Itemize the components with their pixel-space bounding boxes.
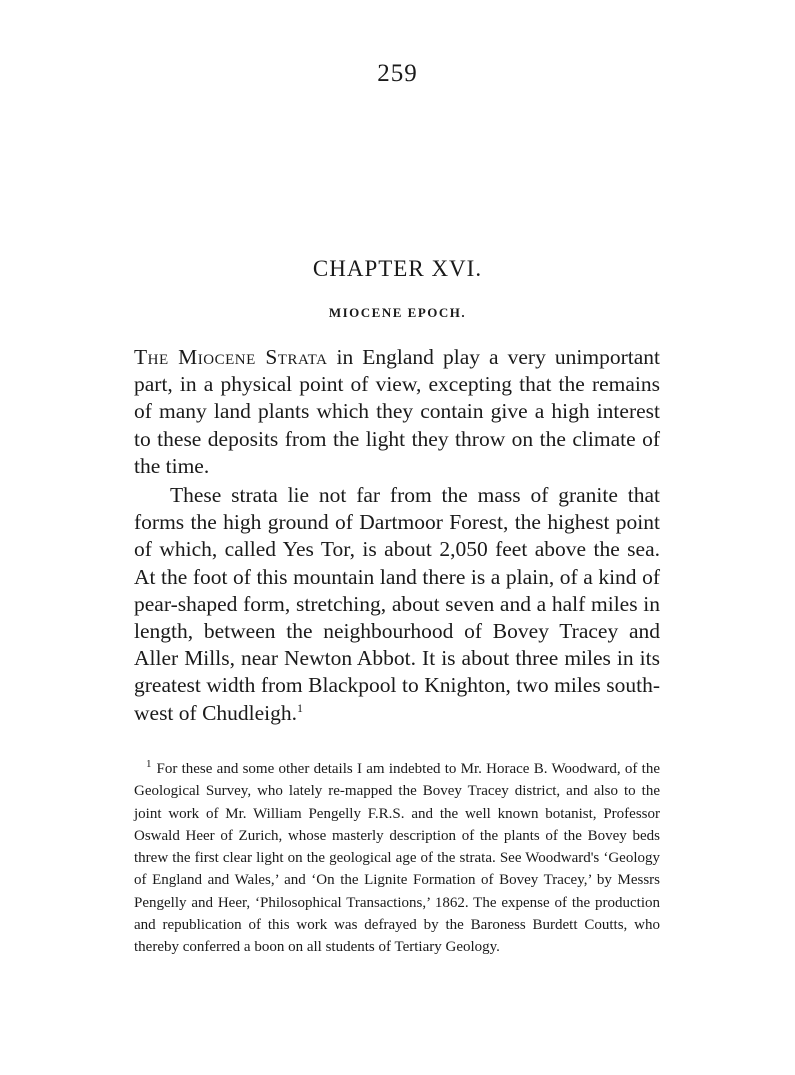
footnote-text: For these and some other details I am indebted to Mr. Horace B. Woodward, of the Geological Survey, who lately re-mapped the Bovey Tracey district, and also to the joint work of Mr. William Pengelly F.R.S. and the well known botanist, Professor Oswald Heer of Zurich, whose masterly description of the plants of the Bovey beds threw the first clear light on the geological age of the strata. See Woodward's ‘Geology of England and Wales,’ and ‘On the Lignite Formation of Bovey Tracey,’ by Messrs Pengelly and Heer, ‘Philosophical Transactions,’ 1862. The expense of the production and republication of this work was defrayed by the Baroness Burdett Coutts, who thereby conferred a boon on all students of Tertiary Geology. — [134, 761, 660, 956]
chapter-title: CHAPTER XVI. — [312, 256, 483, 281]
paragraph-1-text: in England play a very unimportant part, in a physical point of view, excepting that the remains of many land plants which they contain give a high interest to these deposits from the light they throw on the climate of the time. — [134, 345, 660, 478]
paragraph-1-lead: The Miocene Strata — [134, 345, 328, 369]
paragraph-1 — [134, 344, 660, 480]
body-text — [134, 344, 660, 727]
footnote-reference: 1 — [297, 700, 304, 715]
paragraph-2-text: These strata lie not far from the mass of granite that forms the high ground of Dartmoor Forest, the highest point of which, called Yes Tor, is about 2,050 feet above the sea. At the foot of this mountain land there is a plain, of a kind of pear-shaped form, stretching, about seven and a half miles in length, between the neighbourhood of Bovey Tracey and Aller Mills, near Newton Abbot. It is about three miles in its greatest width from Blackpool to Knighton, two miles south-west of Chudleigh. — [134, 483, 660, 725]
page-number: 259 — [377, 60, 418, 87]
footnote-marker: 1 — [146, 758, 152, 770]
footnote — [134, 758, 660, 959]
chapter-subtitle: MIOCENE EPOCH. — [328, 305, 467, 320]
paragraph-2 — [134, 482, 660, 727]
